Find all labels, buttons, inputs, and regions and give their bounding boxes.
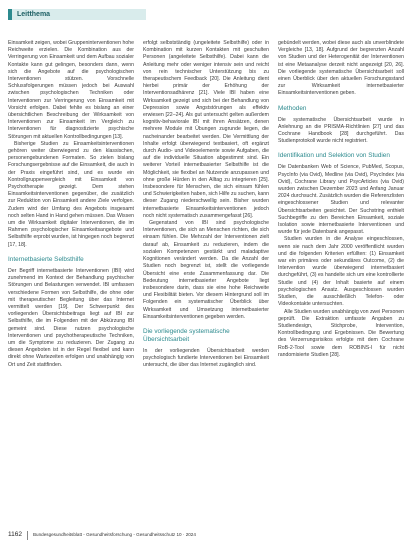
section-heading: Die vorliegende systematische Übersichtsarbeit	[143, 327, 230, 343]
body-paragraph: Der Begriff internetbasierte Interventionen (IBI) wird zunehmend im Kontext der Behandlung psychischer Störungen und Belastungen verwendet. IBI umfassen verschiedene Formen von Selbsthilfe, die ohne oder mit therapeutischer Begleitung über das Internet vermittelt werden [19]. Der Schwerpunkt des vorliegenden Übersichtsbeitrags liegt auf IBI zur Selbsthilfe, die im Folgenden mit der Abkürzung IBI gemeint sind. Diese nutzen psychologische Interventionen und psychotherapeutische Techniken, um die Symptome zu reduzieren. Der Zugang zu diesen Angeboten ist in der Regel flexibel und kann direkt ohne Wartezeiten erfolgen und unabhängig von Ort und Zeit stattfinden.	[8, 267, 134, 368]
body-paragraph: In der vorliegenden Übersichtsarbeit werden psychologisch fundierte Interventionen bei Einsamkeit untersucht, die über das Internet zugänglich sind.	[143, 347, 269, 369]
journal-citation: Bundesgesundheitsblatt - Gesundheitsforschung - Gesundheitsschutz 10 · 2024	[32, 532, 196, 537]
section-heading: Identifikation und Selektion von Studien	[278, 152, 390, 160]
body-paragraph: erfolgt selbstständig (ungeleitete Selbsthilfe) oder in Kombination mit kurzen Kontakten mit geschulten Personen (angeleitete Selbsthilfe). Dabei kann die Anleitung mehr oder weniger intensiv sein und reicht von rein technischer Unterstützung bis zu therapeutischem Feedback [20]. Die Anleitung dient hierbei primär der Erhöhung der Interventionsadhärenz [21]. Viele IBI haben eine Wirksamkeit gezeigt und sich bei der Behandlung von Depression sowie Angststörungen als effektiv erwiesen [22–24]. Als gut untersucht gelten außerdem kognitiv-behaviorale IBI mit ihren Ansätzen, denen mehrere Module mit Übungen zugrunde liegen, die nacheinander bearbeitet werden. Die Vermittlung der Inhalte erfolgt überwiegend textbasiert, oft ergänzt durch Audio- und Videoelemente sowie Aufgaben, die auf die individuelle Situation abgestimmt sind. Ein weiterer Vorteil internetbasierter Selbsthilfe ist die Möglichkeit, sie flexibel an Nutzende anzupassen und ohne große Hürden in den Alltag zu integrieren [25]. Insbesondere für Menschen, die sich einsam fühlen und Schwierigkeiten haben, sich Hilfe zu suchen, kann dieser Zugang niederschwellig sein. Bisher wurden internetbasierte Einsamkeitsinterventionen jedoch noch nicht systematisch zusammengefasst [26].	[143, 40, 269, 219]
column-1	[8, 40, 134, 523]
body-paragraph: Alle Studien wurden unabhängig von zwei Personen geprüft. Die Extraktion umfasste Angaben zu Studiendesign, Stichprobe, Intervention, Kontrollbedingung und Ergebnissen. Die Bewertung des Verzerrungsrisikos erfolgte mit dem Cochrane RoB-2-Tool sowie dem ROBINS-I für nicht randomisierte Studien [28].	[278, 308, 404, 358]
body-paragraph: Einsamkeit zeigen, wobei Gruppeninterventionen hohe Reichweite erzielen. Die Kombination aus der Verringerung von Einsamkeit und dem Aufbau sozialer Kontakte kann gut gelingen, besonders dann, wenn sich die Angebote auf die psychologischen Interventionen stützen. Vorschnelle Schlussfolgerungen müssen jedoch bei Auswahl zwischen psychologischen Techniken oder Interventionen zur Verringerung von Einsamkeit mit Vorsicht erfolgen. Dabei fehlte es bislang an einer übersichtlichen Beschreibung der Wirksamkeit von Interventionen zur Einsamkeit im Vergleich zu Interventionen für diagnostizierte psychische Störungen mit aktuellen Kontrollbedingungen [13].	[8, 40, 134, 140]
section-label	[8, 9, 146, 20]
body-paragraph: Bisherige Studien zu Einsamkeitsinterventionen gehören weiter überwiegend zu den klassischen, personengebundenen Formaten. So zielen bislang Forschungsergebnisse auf die Einsamkeit, die auch in der Praxis eingeführt sind, und es wurde ein Kontrollgruppenvergleich mit Einsamkeit von Psychotherapie gezeigt. Dem stehen Einsamkeitsinterventionen gegenüber, die zusätzlich zur Reduktion von Einsamkeit andere Ziele verfolgen. Zudem wird der Umfang des Angebots insgesamt noch selten Hand in Hand gehen müssen. Das Wissen um die Wirksamkeit digitaler Interventionen, die im Rahmen psychologischer Einsamkeitsangebote und Selbsthilfe erprobt wurden, ist hingegen noch begrenzt [17, 18].	[8, 140, 134, 248]
section-label-text: Leitthema	[17, 11, 51, 18]
body-paragraph: Die systematische Übersichtsarbeit wurde in Anlehnung an die PRISMA-Richtlinien [27] und das Cochrane Handbook [28] durchgeführt. Das Studienprotokoll wurde nicht registriert.	[278, 116, 404, 145]
body-paragraph: gebündelt werden, wobei diese auch als unverblindete Vergleiche [13, 18]. Aufgrund der begrenzten Anzahl von Studien und der Heterogenität der Interventionen ist eine Metaanalyse derzeit nicht angezeigt [20, 26]. Die vorliegende systematische Übersichtsarbeit soll einen Überblick über den aktuellen Forschungsstand zur Wirksamkeit internetbasierter Einsamkeitsinterventionen geben.	[278, 40, 404, 97]
body-paragraph: Die Datenbanken Web of Science, PubMed, Scopus, PsycInfo (via Ovid), Medline (via Ovid), PsycIndex (via Ovid), Cochrane Library und PsycArticles (via Ovid) wurden zwischen Dezember 2023 und Anfang Januar 2024 durchsucht. Zusätzlich wurden die Referenzlisten eingeschlossener Studien und relevanter Übersichtsarbeiten gesichtet. Der Suchstring enthielt Suchbegriffe zu den Bereichen Einsamkeit, soziale Isolation sowie internetbasierte Interventionen und wurde für jede Datenbank angepasst.	[278, 164, 404, 236]
column-2	[143, 40, 269, 523]
body-paragraph: Studien wurden in die Analyse eingeschlossen, wenn sie nach dem Jahr 2000 veröffentlicht wurden und die folgenden Kriterien erfüllten: (1) Einsamkeit war ein primäres oder sekundäres Outcome, (2) die Intervention wurde überwiegend internetbasiert durchgeführt, (3) es handelte sich um eine kontrollierte Studie und (4) der Inhalt basierte auf einem psychologischen Ansatz. Ausgeschlossen wurden Studien, die ausschließlich Telefon- oder Videokontakte untersuchten.	[278, 236, 404, 308]
section-heading: Methoden	[278, 104, 307, 112]
column-3	[278, 40, 404, 523]
page-number: 1162	[8, 531, 22, 538]
body-paragraph: Gegenstand von IBI sind psychologische Interventionen, die sich an Menschen richten, die sich einsam fühlen. Die Mehrzahl der Interventionen zielt darauf ab, Einsamkeit zu reduzieren, indem die sozialen Kompetenzen gestärkt und maladaptive Kognitionen verändert werden. Da die Anzahl der Studien noch begrenzt ist, stellt die vorliegende Übersicht eine erste Zusammenfassung dar. Die Bedeutung internetbasierter Angebote liegt insbesondere darin, dass sie eine hohe Reichweite und Flexibilität bieten. Vor diesem Hintergrund soll im Folgenden ein systematischer Überblick über Wirksamkeit und Umsetzung internetbasierter Einsamkeitsinterventionen gegeben werden.	[143, 220, 269, 320]
article-body	[8, 40, 408, 523]
page-footer	[8, 530, 405, 540]
section-heading: Internetbasierte Selbsthilfe	[8, 255, 84, 263]
footer-divider	[27, 531, 28, 540]
